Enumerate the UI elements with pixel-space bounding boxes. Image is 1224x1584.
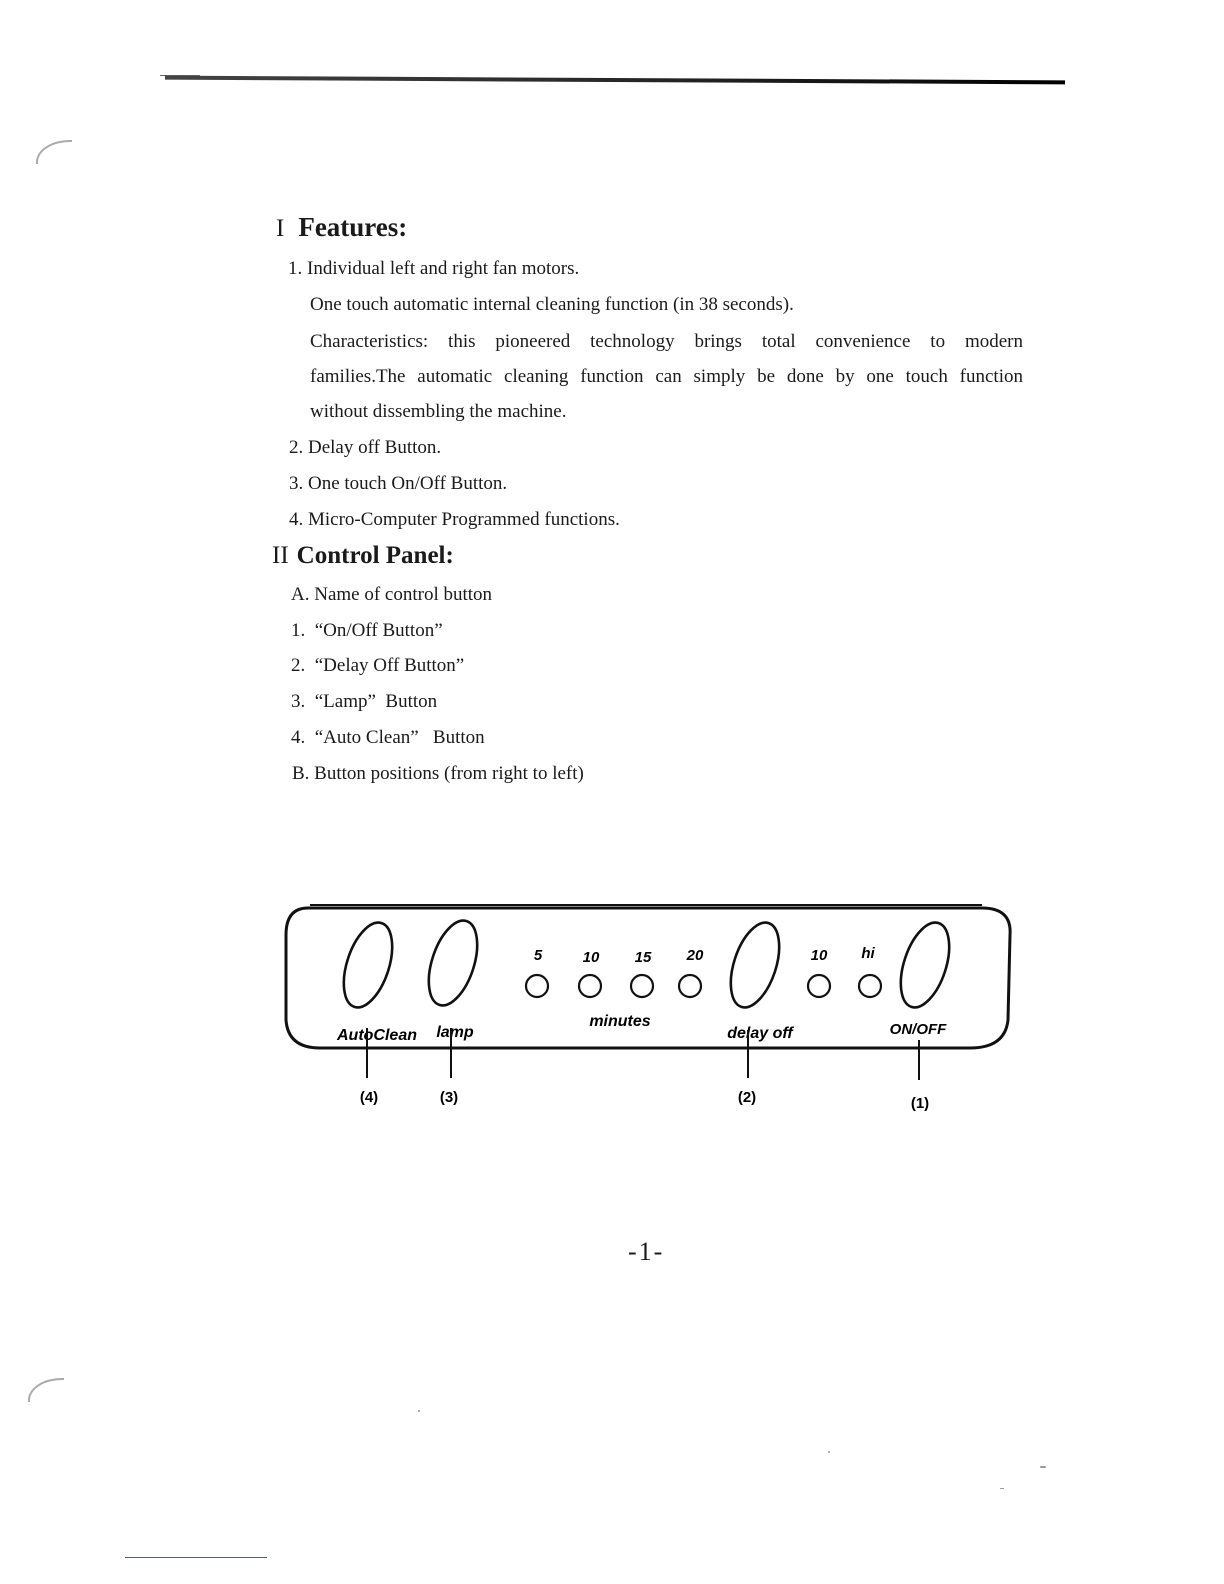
section-title: Control Panel:	[296, 542, 454, 569]
callout-2: (2)	[737, 1089, 757, 1106]
control-panel-heading	[272, 542, 454, 570]
auto-clean-button-shape	[334, 917, 401, 1014]
header-rule	[165, 76, 1065, 85]
item-number: 1.	[288, 258, 303, 279]
scan-speck	[1040, 1466, 1046, 1468]
button-name-1: 1. “On/Off Button”	[291, 620, 443, 641]
minutes-label: minutes	[589, 1013, 651, 1030]
speed-led-hi	[859, 975, 881, 997]
speed-mark-10: 10	[810, 947, 828, 964]
callout-3: (3)	[439, 1089, 459, 1106]
minute-mark-15: 15	[634, 949, 652, 966]
auto-clean-label: AutoClean	[337, 1027, 417, 1044]
on-off-label: ON/OFF	[889, 1021, 947, 1038]
lamp-button-shape	[419, 915, 486, 1012]
feature-item-4: 4. Micro-Computer Programmed functions.	[289, 509, 620, 530]
control-panel-a-heading: A. Name of control button	[291, 584, 493, 605]
scan-speck	[828, 1451, 830, 1453]
page-number: -1-	[628, 1237, 665, 1266]
scan-speck	[418, 1410, 420, 1412]
speed-led-10	[808, 975, 830, 997]
lamp-label: lamp	[436, 1024, 474, 1041]
button-name-3: 3. “Lamp” Button	[291, 691, 438, 712]
button-name-2: 2. “Delay Off Button”	[291, 655, 465, 676]
hole-punch-mark-bottom	[28, 1378, 64, 1402]
speed-mark-hi: hi	[861, 945, 875, 962]
on-off-button-shape	[891, 917, 958, 1014]
feature-item-1-detail: One touch automatic internal cleaning function (in 38 seconds).	[310, 294, 794, 315]
section-title: Features:	[298, 212, 408, 242]
feature-item-1-characteristics-end: without dissembling the machine.	[310, 401, 567, 422]
minute-led-20	[679, 975, 701, 997]
minute-mark-5: 5	[533, 947, 543, 964]
callout-1: (1)	[910, 1095, 930, 1112]
button-name-4: 4. “Auto Clean” Button	[291, 727, 485, 748]
minute-led-5	[526, 975, 548, 997]
section-numeral: I	[276, 215, 285, 242]
control-panel-diagram	[270, 895, 1030, 1125]
item-text: Individual left and right fan motors.	[307, 258, 580, 279]
callout-4: (4)	[359, 1089, 379, 1106]
feature-item-2: 2. Delay off Button.	[289, 437, 442, 458]
hole-punch-mark-top	[36, 140, 72, 164]
minute-led-10	[579, 975, 601, 997]
minute-mark-20: 20	[686, 947, 704, 964]
feature-item-3: 3. One touch On/Off Button.	[289, 473, 508, 494]
feature-item-1	[288, 259, 579, 278]
control-panel-b-heading: B. Button positions (from right to left)	[292, 763, 584, 784]
feature-item-1-characteristics-cont: families.The automatic cleaning function can simply be done by one touch function	[310, 366, 1023, 387]
feature-item-1-characteristics: Characteristics: this pioneered technology brings total convenience to modern	[310, 331, 1023, 352]
section-numeral: II	[272, 542, 289, 569]
scan-speck	[1000, 1488, 1004, 1489]
delay-off-label: delay off	[727, 1025, 793, 1042]
delay-off-button-shape	[721, 917, 788, 1014]
bottom-edge-line	[125, 1557, 267, 1558]
minute-led-15	[631, 975, 653, 997]
features-heading	[276, 212, 407, 243]
minute-mark-10: 10	[582, 949, 600, 966]
